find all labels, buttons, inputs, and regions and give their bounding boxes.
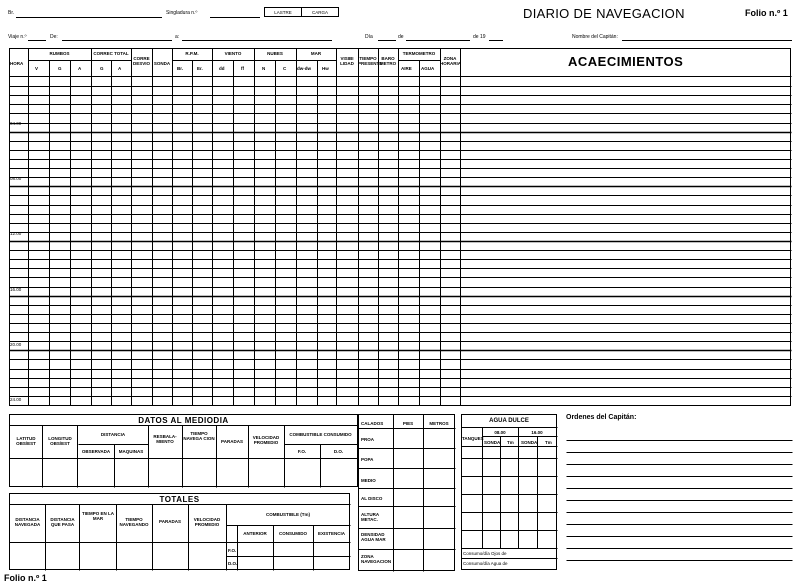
br-label: Br.	[8, 10, 15, 16]
termo-aire: AIRE	[401, 66, 412, 71]
mar-dw: dw-dw	[297, 66, 311, 71]
tot-existencia: EXISTENCIA	[317, 531, 345, 536]
agua-h1: 08.00	[494, 430, 506, 435]
calado-altura: ALTURA METAC.	[361, 512, 379, 522]
hour-1600: 16.00	[10, 287, 22, 292]
document-title: DIARIO DE NAVEGACION	[523, 6, 685, 21]
calados-header: CALADOS	[361, 421, 384, 426]
rumbo-v: V	[35, 66, 39, 71]
calado-medio: MEDIO	[361, 478, 376, 483]
calado-disco: AL DISCO	[361, 496, 383, 501]
correc-g: G	[100, 66, 104, 71]
visibilidad-header: VISIBI LIDAD	[340, 56, 354, 66]
viento-header: VIENTO	[224, 51, 242, 56]
md-velocidad: VELOCIDAD PROMEDIO	[252, 435, 280, 445]
hour-2400: 24.00	[10, 397, 22, 402]
agua-consumo2: Consumo/día Agua de	[463, 561, 508, 566]
termo-agua: AGUA	[421, 66, 435, 71]
mar-hw: Hw	[322, 66, 329, 71]
md-do: D.O.	[333, 449, 344, 454]
pies-header: PIES	[402, 421, 414, 426]
tot-distancia-pasa: DISTANCIA QUE PASA	[50, 517, 75, 527]
rumbo-a: A	[78, 66, 82, 71]
agua-consumo1: Consumo/día Ojos de	[463, 551, 507, 556]
md-tiempo: TIEMPO NAVEGA CION	[183, 431, 215, 441]
rumbos-header: RUMBOS	[49, 51, 70, 56]
hour-1200: 12.00	[10, 231, 22, 236]
tot-distancia-nav: DISTANCIA NAVEGADA	[14, 517, 41, 527]
sonda-header: SONDA	[153, 61, 171, 66]
agua-sonda2: SONDA	[521, 440, 538, 445]
hora-header: HORA	[10, 61, 24, 66]
tot-consumido: CONSUMIDO	[279, 531, 307, 536]
metros-header: METROS	[429, 421, 449, 426]
mar-header: MAR	[310, 51, 322, 56]
md-latitud: LATITUD OBS/EST	[16, 436, 36, 446]
agua-tm2: Tm	[545, 440, 552, 445]
viento-ff: ff	[241, 66, 244, 71]
tot-combustible: COMBUSTIBLE (Tm)	[266, 512, 310, 517]
tot-do: D.O.	[228, 561, 238, 566]
rpm-er: Er.	[197, 66, 203, 71]
year-label: de 19	[473, 34, 486, 40]
de-label: De:	[50, 34, 58, 40]
tot-tiempo-mar: TIEMPO EN LA MAR	[81, 511, 114, 521]
singladura-label: Singladura n.º	[166, 10, 198, 16]
carga-label: CARGA	[311, 10, 328, 15]
md-distancia: DISTANCIA	[100, 432, 126, 437]
md-observada: OBSERVADA	[81, 449, 111, 454]
calado-zona: ZONA NAVEGACION	[361, 554, 392, 564]
correc-total-header: CORREC TOTAL	[93, 51, 129, 56]
folio-top: Folio n.º 1	[745, 8, 788, 18]
agua-tm1: Tm	[507, 440, 514, 445]
tiempo-header: TIEMPO PRESENTE	[358, 56, 383, 66]
nubes-header: NUBES	[267, 51, 283, 56]
ordenes-title: Ordenes del Capitán:	[566, 414, 637, 421]
folio-bottom: Folio n.º 1	[4, 573, 47, 583]
md-longitud: LONGITUD OBS/EST	[48, 436, 72, 446]
acaecimientos-header: ACAECIMIENTOS	[568, 54, 684, 69]
calado-densidad: DENSIDAD AGUA MAR	[361, 532, 386, 542]
agua-h2: 16.00	[531, 430, 543, 435]
zona-header: ZONA HORARIA	[440, 56, 461, 66]
viaje-label: Viaje n.º	[8, 34, 27, 40]
viento-dd: dd	[219, 66, 225, 71]
rumbo-g: G	[58, 66, 62, 71]
tot-tiempo-nav: TIEMPO NAVEGANDO	[119, 517, 149, 527]
md-paradas: PARADAS	[221, 439, 243, 444]
md-fo: F.O.	[297, 449, 307, 454]
de2-label: de	[398, 34, 404, 40]
hour-2000: 20.00	[10, 342, 22, 347]
lastre-label: LASTRE	[274, 10, 292, 15]
agua-sonda1: SONDA	[484, 440, 501, 445]
nubes-c: C	[283, 66, 287, 71]
a-label: a:	[175, 34, 180, 40]
rpm-br: Br.	[177, 66, 184, 71]
tot-velocidad: VELOCIDAD PROMEDIO	[193, 517, 221, 527]
hour-0400: 04.00	[10, 121, 22, 126]
totales-title: TOTALES	[159, 495, 200, 504]
tot-fo: F.O.	[228, 548, 237, 553]
correc-desvio-header: CORRE DESVIO	[132, 56, 150, 66]
nubes-n: N	[262, 66, 266, 71]
md-combustible: COMBUSTIBLE CONSUMIDO	[289, 432, 352, 437]
tot-paradas: PARADAS	[159, 519, 181, 524]
md-maquinas: MAQUINAS	[118, 449, 144, 454]
md-resbalamiento: RESBALA- MIENTO	[153, 434, 177, 444]
calado-popa: POPA	[361, 457, 374, 462]
agua-title: AGUA DULCE	[489, 418, 529, 424]
tot-anterior: ANTERIOR	[243, 531, 267, 536]
dia-label: Día	[365, 34, 373, 40]
correc-a: A	[118, 66, 122, 71]
barometro-header: BARO METRO	[379, 56, 397, 66]
agua-tanques: TANQUES	[462, 436, 484, 441]
calado-proa: PROA	[361, 437, 375, 442]
rpm-header: R.P.M.	[185, 51, 199, 56]
hour-0800: 08.00	[10, 176, 22, 181]
capitan-label: Nombre del Capitán:	[572, 34, 618, 40]
mediodia-title: DATOS AL MEDIODIA	[138, 416, 229, 425]
termometro-header: TERMOMETRO	[402, 51, 436, 56]
